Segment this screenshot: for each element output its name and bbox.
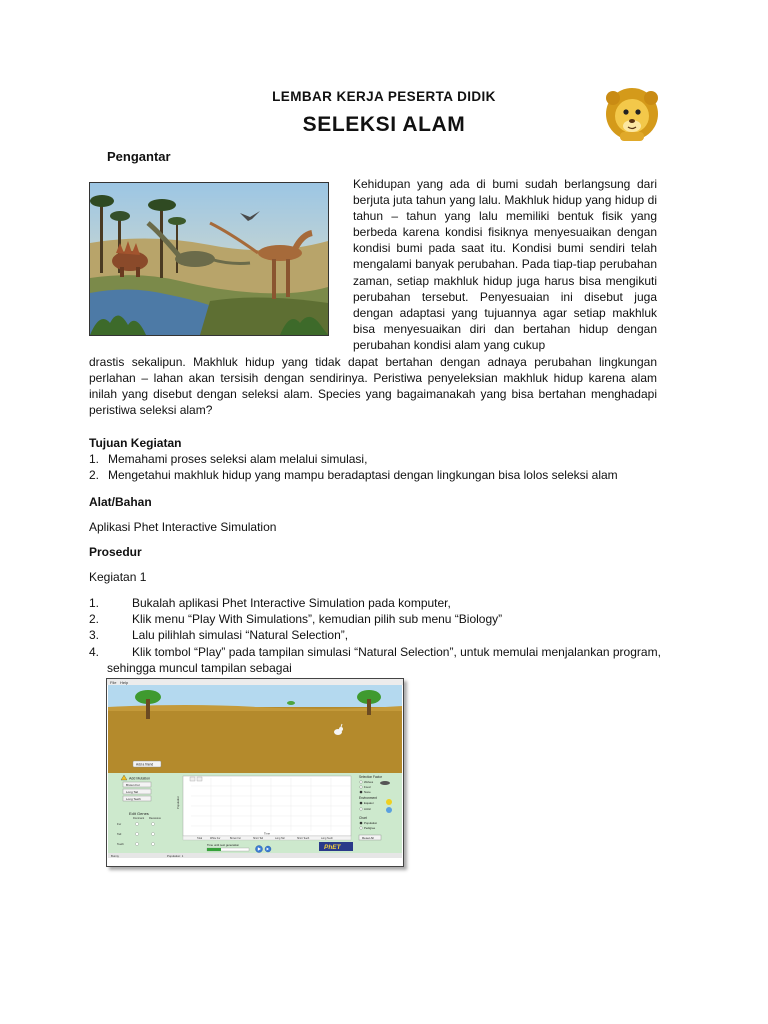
environment-arctic[interactable]: Arctic xyxy=(364,807,371,811)
procedure-heading: Prosedur xyxy=(89,545,142,559)
chart-y-label: Population xyxy=(176,795,180,809)
chart-label: Chart xyxy=(359,816,367,820)
reset-all-button[interactable]: Reset All xyxy=(362,836,374,840)
status-population: Population: 1 xyxy=(167,854,184,858)
legend-white-fur: White Fur xyxy=(210,837,221,841)
gene-row-tail: Tail xyxy=(117,832,122,836)
legend-total: Total xyxy=(197,837,203,841)
simulation-screenshot-drawing xyxy=(107,679,403,866)
objectives-heading: Tujuan Kegiatan xyxy=(89,436,182,450)
edit-genes-label: Edit Genes xyxy=(129,811,149,816)
gene-column-dominant: Dominant xyxy=(133,817,145,820)
zoom-out-button[interactable] xyxy=(197,777,202,781)
procedure-step-continuation: sehingga muncul tampilan sebagai xyxy=(107,661,292,675)
add-mutation-label: Add Mutation xyxy=(129,776,151,781)
zoom-in-button[interactable] xyxy=(190,777,195,781)
generation-progress-label: Time until next generation xyxy=(207,843,240,847)
worksheet-subtitle: LEMBAR KERJA PESERTA DIDIK xyxy=(272,89,496,104)
selection-factor-label: Selection Factor xyxy=(359,775,383,779)
long-teeth-button[interactable]: Long Teeth xyxy=(126,797,141,801)
gene-column-recessive: Recessive xyxy=(149,817,161,820)
materials-heading: Alat/Bahan xyxy=(89,495,152,509)
intro-paragraph-full: drastis sekalipun. Makhluk hidup yang tidak dapat bertahan dengan adnaya perubahan lingkungan perlahan – lahan akan tersisih dengan sendirinya. Peristiwa penyeleksian makhluk hidup karena alam inilah yang disebut dengan seleksi alam. Species yang bagaimanakah yang bisa bertahan menghadapi peristiwa seleksi alam? xyxy=(89,355,657,418)
legend-short-teeth: Short Teeth xyxy=(297,837,310,841)
lion-mascot-icon xyxy=(603,86,661,142)
legend-brown-fur: Brown Fur xyxy=(230,837,242,841)
status-left: Bunny xyxy=(111,854,119,858)
environment-equator[interactable]: Equator xyxy=(364,801,374,805)
environment-label: Environment xyxy=(359,796,377,800)
chart-pedigree[interactable]: Pedigree xyxy=(364,826,376,830)
selection-none[interactable]: None xyxy=(364,790,371,794)
brown-fur-button[interactable]: Brown Fur xyxy=(126,783,140,787)
add-friend-button[interactable]: Add a friend xyxy=(136,762,154,767)
intro-heading: Pengantar xyxy=(107,149,171,164)
sim-menu-help[interactable]: Help xyxy=(120,680,129,685)
worksheet-title: SELEKSI ALAM xyxy=(302,113,466,136)
simulation-screenshot xyxy=(106,678,404,867)
intro-paragraph-right: Kehidupan yang ada di bumi sudah berlangsung dari berjuta juta tahun yang lalu. Makhluk hidup yang hidup di tahun – tahun yang lalu memiliki bentuk fisik yang berbeda karena kondisi fisiknya menyesuaikan dengan kondisi bumi pada saat itu. Kondisi bumi sendiri telah mengalami banyak perubahan. Pada tiap-tiap perubahan zaman, setiap makhluk hidup juga harus bisa mengikuti perubahan tersebut. Penyesuaian ini disebut juga dengan adaptasi yang tujuannya agar setiap makhluk bisa menyesuaikan diri dan bertahan hidup dengan perubahan kondisi alam yang cukup xyxy=(353,177,657,352)
legend-long-teeth: Long Teeth xyxy=(321,837,333,841)
legend-short-tail: Short Tail xyxy=(253,837,263,841)
long-tail-button[interactable]: Long Tail xyxy=(126,790,138,794)
gene-row-fur: Fur xyxy=(117,822,122,826)
selection-wolves[interactable]: Wolves xyxy=(364,780,374,784)
activity-label: Kegiatan 1 xyxy=(89,570,147,584)
phet-logo: PhET xyxy=(324,844,341,851)
gene-row-teeth: Teeth xyxy=(117,842,124,846)
chart-population[interactable]: Population xyxy=(364,821,378,825)
dinosaur-landscape-image xyxy=(89,182,329,336)
legend-long-tail: Long Tail xyxy=(275,837,285,841)
sim-menu-file[interactable]: File xyxy=(110,680,117,685)
chart-x-label: Time xyxy=(264,831,271,836)
selection-food[interactable]: Food xyxy=(364,785,371,789)
materials-text: Aplikasi Phet Interactive Simulation xyxy=(89,520,277,534)
